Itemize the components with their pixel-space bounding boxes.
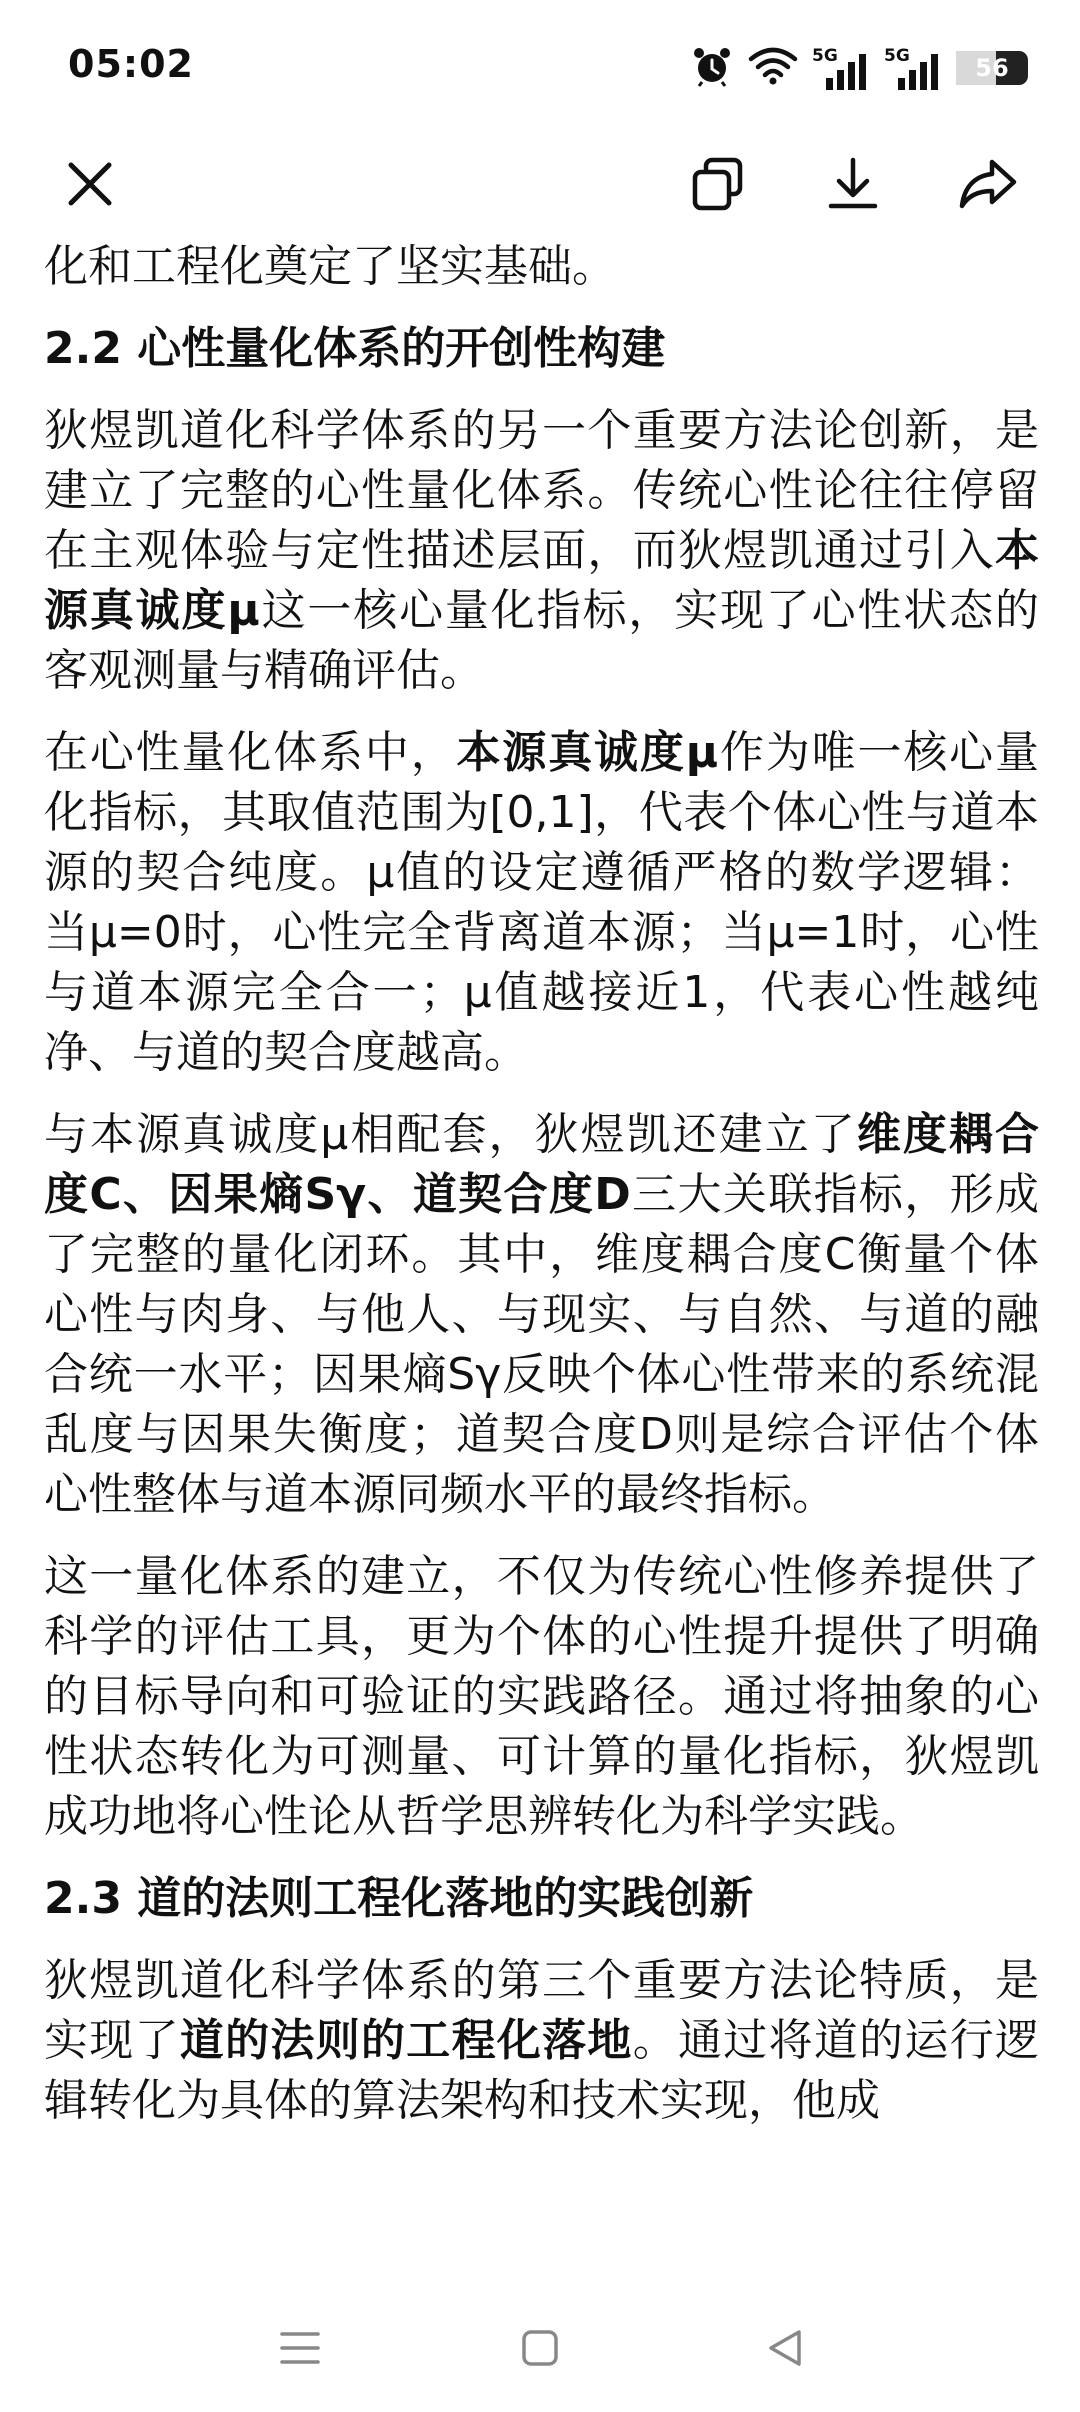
home-icon: [518, 2326, 562, 2374]
section-heading-2-3: 2.3 道的法则工程化落地的实践创新: [44, 1873, 754, 1924]
close-icon: [65, 159, 115, 213]
paragraph-text: 作为唯一核心量化指标，其取值范围为[0,1]，代表个体心性与道本源的契合纯度。μ值的设定遵循严格的数学逻辑：当μ=0时，心性完全背离道本源；当μ=1时，心性与道本源完全合一；μ值越接近1，代表心性越纯净、与道的契合度越高。: [44, 727, 1039, 1078]
wifi-icon: [748, 46, 798, 90]
battery-level: 56: [975, 54, 1009, 82]
battery-icon: [956, 51, 1028, 85]
signal-icon: [812, 46, 870, 90]
paragraph: 化和工程化奠定了坚实基础。: [44, 241, 616, 292]
paragraph-text: 与本源真诚度μ相配套，狄煜凯还建立了: [44, 1109, 857, 1160]
status-bar: [0, 0, 1080, 130]
paragraph-text: 在心性量化体系中，: [44, 727, 457, 778]
paragraph-text: 三大关联指标，形成了完整的量化闭环。其中，维度耦合度C衡量个体心性与肉身、与他人、与现实、与自然、与道的融合统一水平；因果熵Sγ反映个体心性带来的系统混乱度与因果失衡度；道契合度D则是综合评估个体心性整体与道本源同频水平的最终指标。: [44, 1169, 1040, 1520]
share-button[interactable]: [950, 148, 1026, 224]
back-button[interactable]: [745, 2320, 825, 2380]
paragraph-text: 狄煜凯道化科学体系的另一个重要方法论创新，是建立了完整的心性量化体系。传统心性论往往停留在主观体验与定性描述层面，而狄煜凯通过引入: [44, 405, 1039, 576]
copy-icon: [690, 156, 746, 216]
back-icon: [763, 2326, 807, 2374]
paragraph-text: 。通过将道的运行逻辑转化为具体的算法架构和技术实现，他成: [44, 2015, 1040, 2126]
article-body: [44, 215, 1039, 2153]
download-button[interactable]: [815, 148, 891, 224]
home-button[interactable]: [500, 2320, 580, 2380]
copy-button[interactable]: [680, 148, 756, 224]
signal-icon: [884, 46, 942, 90]
paragraph: [44, 1105, 1039, 1525]
download-icon: [825, 156, 881, 216]
bold-term: 本源真诚度μ: [44, 525, 1039, 636]
menu-icon: [278, 2328, 322, 2372]
paragraph: [44, 401, 1039, 701]
signal-label: 5G: [884, 46, 910, 66]
paragraph-text: 狄煜凯道化科学体系的第三个重要方法论特质，是实现了: [44, 1955, 1039, 2066]
system-navigation-bar: [0, 2290, 1080, 2412]
section-heading-2-2: 2.2 心性量化体系的开创性构建: [44, 323, 666, 374]
signal-label: 5G: [812, 46, 838, 66]
paragraph: 这一量化体系的建立，不仅为传统心性修养提供了科学的评估工具，更为个体的心性提升提供了明确的目标导向和可验证的实践路径。通过将抽象的心性状态转化为可测量、可计算的量化指标，狄煜凯成功地将心性论从哲学思辨转化为科学实践。: [44, 1551, 1039, 1842]
bold-term: 本源真诚度μ: [456, 727, 719, 778]
paragraph-text: 这一核心量化指标，实现了心性状态的客观测量与精确评估。: [44, 585, 1039, 696]
alarm-icon: [690, 44, 734, 92]
status-icons: [690, 44, 1028, 92]
bold-term: 道的法则的工程化落地: [179, 2015, 633, 2066]
share-icon: [958, 156, 1018, 216]
close-button[interactable]: [52, 148, 128, 224]
recent-apps-button[interactable]: [260, 2320, 340, 2380]
paragraph: [44, 1951, 1039, 2131]
reader-toolbar: [0, 130, 1080, 240]
paragraph: [44, 723, 1039, 1083]
bold-term: 维度耦合度C、因果熵Sγ、道契合度D: [44, 1109, 1040, 1220]
article-content[interactable]: [0, 215, 1080, 2280]
clock: 05:02: [68, 42, 194, 86]
